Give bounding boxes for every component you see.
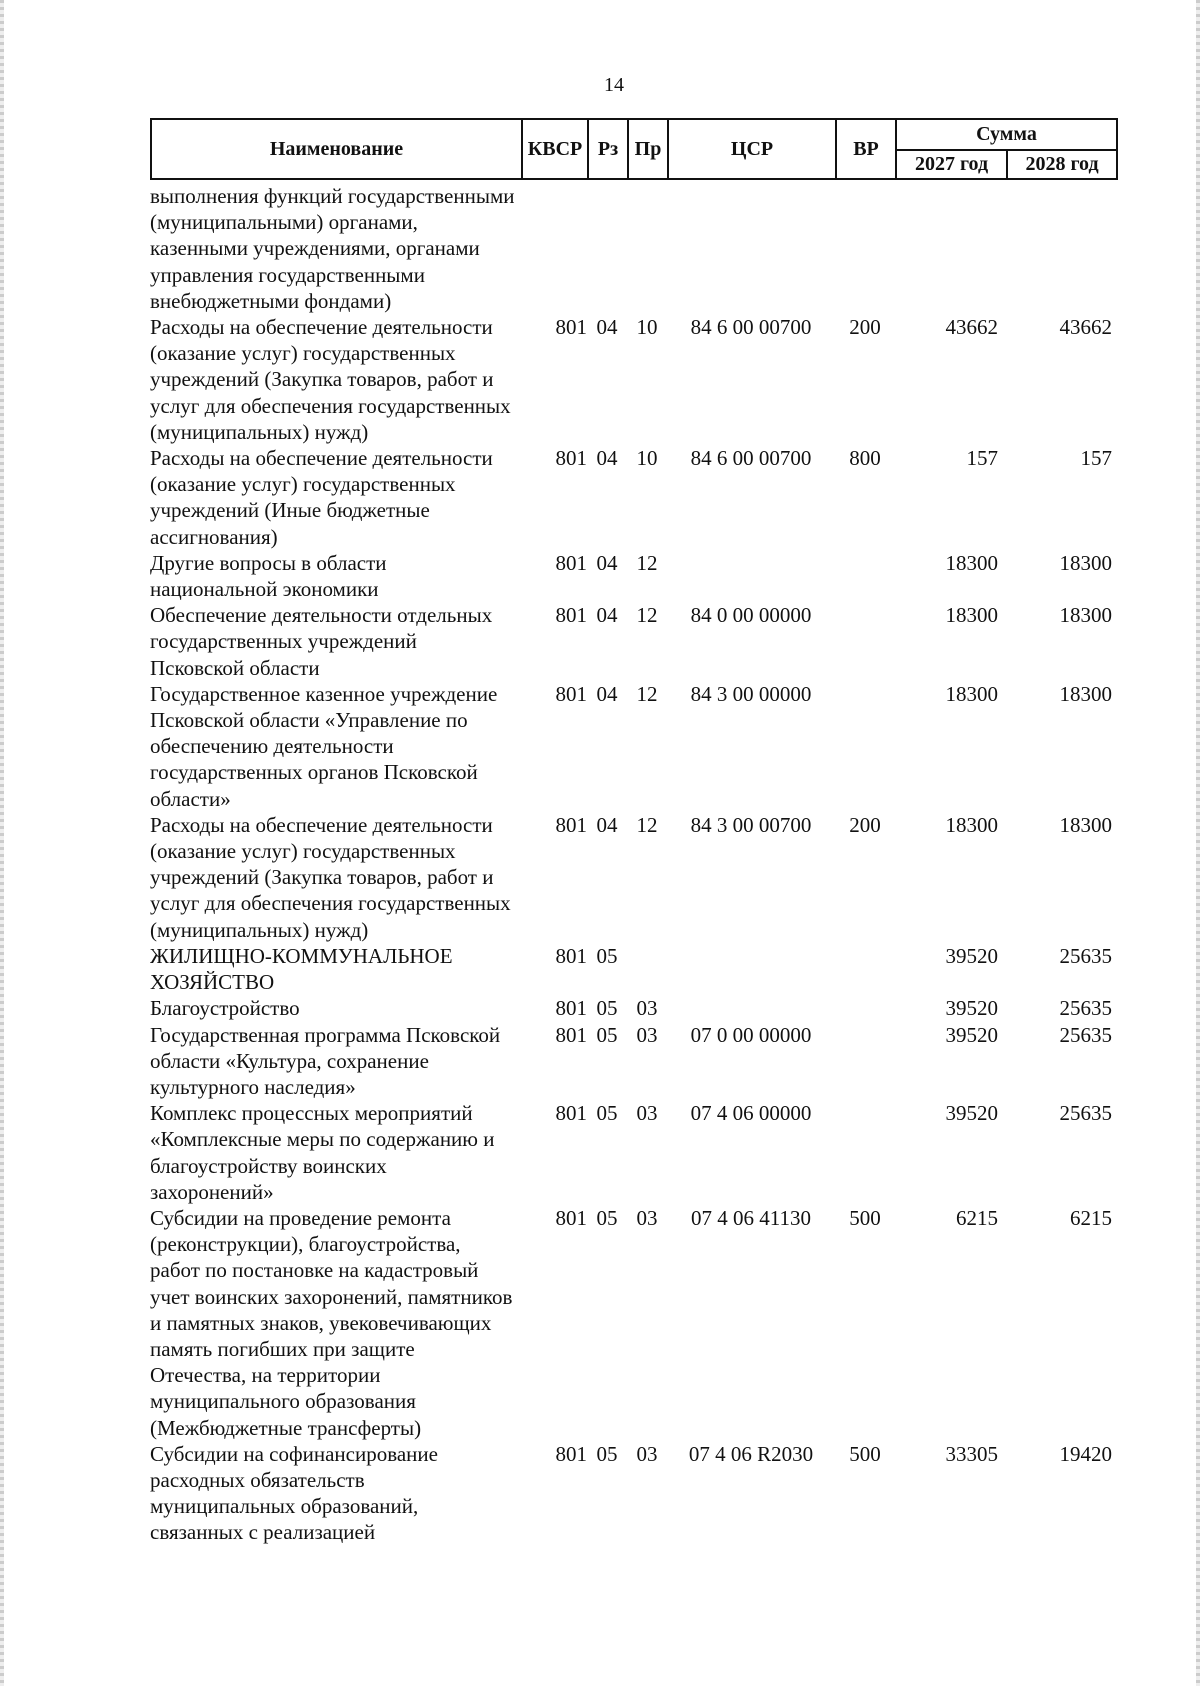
cell-sum-2027: 43662 — [945, 315, 998, 340]
cell-kvsr: 801 — [555, 603, 587, 628]
cell-pr: 12 — [636, 681, 658, 706]
cell-kvsr: 801 — [555, 550, 587, 575]
cell-pr: 03 — [636, 1441, 658, 1466]
cell-sum-2028: 18300 — [1059, 603, 1112, 628]
scan-edge-right — [1196, 0, 1200, 1686]
cell-vr — [835, 1022, 895, 1101]
cell-csr: 07 4 06 00000 — [690, 1101, 812, 1126]
budget-table — [150, 183, 1116, 1546]
cell-sum-2027: 18300 — [945, 603, 998, 628]
cell-name: Государственное казенное учреждение Псковской области «Управление по обеспечению деятельности государственных органов Псковской области» — [150, 681, 498, 811]
cell-sum-2028 — [1006, 183, 1116, 314]
cell-vr — [835, 1100, 895, 1205]
cell-pr: 03 — [636, 1022, 658, 1047]
cell-sum-2028: 18300 — [1059, 681, 1112, 706]
cell-vr — [835, 995, 895, 1021]
cell-csr — [667, 183, 835, 314]
cell-rz: 05 — [596, 1205, 618, 1230]
header-rz: Рз — [588, 119, 628, 179]
cell-rz: 05 — [596, 1441, 618, 1466]
table-row — [150, 445, 1116, 550]
cell-kvsr: 801 — [555, 812, 587, 837]
cell-name: Благоустройство — [150, 996, 300, 1021]
table-row — [150, 995, 1116, 1021]
table-body — [150, 183, 1116, 1546]
cell-csr: 07 4 06 41130 — [691, 1205, 811, 1230]
cell-rz: 05 — [596, 1022, 618, 1047]
cell-sum-2027 — [895, 183, 1006, 314]
cell-pr — [627, 943, 667, 995]
cell-vr — [835, 602, 895, 681]
cell-pr: 03 — [636, 1205, 658, 1230]
cell-kvsr: 801 — [555, 1022, 587, 1047]
table-row — [150, 1022, 1116, 1101]
cell-sum-2027: 18300 — [945, 812, 998, 837]
table-row — [150, 1441, 1116, 1546]
cell-sum-2028: 157 — [1080, 446, 1112, 471]
cell-sum-2027: 6215 — [956, 1205, 998, 1230]
cell-rz: 04 — [596, 315, 618, 340]
cell-name: Государственная программа Псковской области «Культура, сохранение культурного наследия» — [150, 1022, 501, 1099]
cell-sum-2028: 25635 — [1059, 1101, 1112, 1126]
cell-name: Обеспечение деятельности отдельных государственных учреждений Псковской области — [150, 603, 493, 680]
cell-vr — [835, 550, 895, 602]
cell-sum-2028: 18300 — [1059, 812, 1112, 837]
cell-csr: 07 0 00 00000 — [690, 1022, 812, 1047]
cell-pr: 03 — [636, 996, 658, 1021]
cell-vr — [835, 681, 895, 812]
cell-sum-2027: 157 — [966, 446, 998, 471]
table-row — [150, 183, 1116, 314]
cell-kvsr: 801 — [555, 1441, 587, 1466]
table-row — [150, 1205, 1116, 1441]
cell-sum-2027: 39520 — [945, 1022, 998, 1047]
cell-kvsr: 801 — [555, 315, 587, 340]
cell-sum-2027: 18300 — [945, 550, 998, 575]
cell-vr: 800 — [849, 446, 881, 471]
header-kvsr: КВСР — [522, 119, 588, 179]
cell-rz: 04 — [596, 812, 618, 837]
header-year-2027: 2027 год — [896, 150, 1007, 179]
cell-rz: 04 — [596, 603, 618, 628]
cell-name: выполнения функций государственными (муниципальными) органами, казенными учреждениями, органами управления государственными внебюджетными фондами) — [150, 184, 515, 313]
cell-rz: 04 — [596, 446, 618, 471]
cell-rz: 05 — [596, 943, 618, 968]
cell-rz — [587, 183, 627, 314]
table-row — [150, 602, 1116, 681]
table-row — [150, 314, 1116, 445]
cell-sum-2028: 25635 — [1059, 943, 1112, 968]
cell-vr: 500 — [849, 1205, 881, 1230]
cell-pr: 12 — [636, 812, 658, 837]
header-name: Наименование — [151, 119, 522, 179]
cell-vr — [835, 183, 895, 314]
cell-sum-2028: 19420 — [1059, 1441, 1112, 1466]
cell-sum-2028: 25635 — [1059, 996, 1112, 1021]
cell-name: Расходы на обеспечение деятельности (оказание услуг) государственных учреждений (Иные бюджетные ассигнования) — [150, 446, 493, 549]
scan-edge-left — [0, 0, 4, 1686]
cell-sum-2027: 39520 — [945, 1101, 998, 1126]
cell-pr: 12 — [636, 603, 658, 628]
cell-name: ЖИЛИЩНО-КОММУНАЛЬНОЕ ХОЗЯЙСТВО — [150, 943, 453, 995]
cell-rz: 04 — [596, 550, 618, 575]
cell-sum-2027: 39520 — [945, 943, 998, 968]
cell-kvsr — [521, 183, 587, 314]
cell-vr: 500 — [849, 1441, 881, 1466]
cell-sum-2027: 39520 — [945, 996, 998, 1021]
header-vr: ВР — [836, 119, 896, 179]
cell-vr: 200 — [849, 315, 881, 340]
cell-pr: 10 — [636, 446, 658, 471]
header-pr: Пр — [628, 119, 668, 179]
cell-csr — [667, 550, 835, 602]
cell-pr: 12 — [636, 550, 658, 575]
cell-sum-2028: 25635 — [1059, 1022, 1112, 1047]
header-csr: ЦСР — [668, 119, 836, 179]
cell-csr — [667, 995, 835, 1021]
cell-pr: 03 — [636, 1101, 658, 1126]
header-sum: Сумма — [896, 119, 1117, 150]
cell-kvsr: 801 — [555, 943, 587, 968]
header-year-2028: 2028 год — [1007, 150, 1117, 179]
cell-rz: 05 — [596, 1101, 618, 1126]
cell-sum-2028: 18300 — [1059, 550, 1112, 575]
cell-name: Расходы на обеспечение деятельности (оказание услуг) государственных учреждений (Закупка товаров, работ и услуг для обеспечения государственных (муниципальных) нужд) — [150, 812, 511, 942]
cell-vr — [835, 943, 895, 995]
cell-sum-2027: 18300 — [945, 681, 998, 706]
page-number: 14 — [604, 74, 624, 96]
cell-name: Субсидии на софинансирование расходных обязательств муниципальных образований, связанных с реализацией — [150, 1441, 438, 1545]
cell-csr: 84 6 00 00700 — [690, 446, 812, 471]
cell-pr: 10 — [636, 315, 658, 340]
cell-name: Другие вопросы в области национальной экономики — [150, 550, 387, 602]
cell-kvsr: 801 — [555, 681, 587, 706]
cell-sum-2028: 6215 — [1070, 1205, 1112, 1230]
cell-name: Комплекс процессных мероприятий «Комплексные меры по содержанию и благоустройству воинских захоронений» — [150, 1101, 495, 1204]
cell-csr — [667, 943, 835, 995]
cell-csr: 84 3 00 00700 — [690, 812, 812, 837]
cell-sum-2027: 33305 — [945, 1441, 998, 1466]
cell-csr: 84 6 00 00700 — [690, 315, 812, 340]
cell-kvsr: 801 — [555, 1101, 587, 1126]
table-row — [150, 550, 1116, 602]
table-row — [150, 681, 1116, 812]
cell-name: Субсидии на проведение ремонта (реконструкции), благоустройства, работ по постановке на кадастровый учет воинских захоронений, памятников и памятных знаков, увековечивающих память погибших при защите Отечества, на территории муниципального образования (Межбюджетные трансферты) — [150, 1205, 513, 1440]
cell-csr: 07 4 06 R2030 — [688, 1441, 814, 1466]
cell-csr: 84 3 00 00000 — [690, 681, 812, 706]
cell-sum-2028: 43662 — [1059, 315, 1112, 340]
table-header — [150, 118, 1118, 180]
cell-pr — [627, 183, 667, 314]
cell-vr: 200 — [849, 812, 881, 837]
cell-kvsr: 801 — [555, 996, 587, 1021]
cell-rz: 04 — [596, 681, 618, 706]
table-row — [150, 812, 1116, 943]
cell-kvsr: 801 — [555, 446, 587, 471]
table-row — [150, 1100, 1116, 1205]
cell-name: Расходы на обеспечение деятельности (оказание услуг) государственных учреждений (Закупка товаров, работ и услуг для обеспечения государственных (муниципальных) нужд) — [150, 315, 511, 444]
table-row — [150, 943, 1116, 995]
cell-kvsr: 801 — [555, 1205, 587, 1230]
cell-csr: 84 0 00 00000 — [690, 603, 812, 628]
cell-rz: 05 — [596, 996, 618, 1021]
